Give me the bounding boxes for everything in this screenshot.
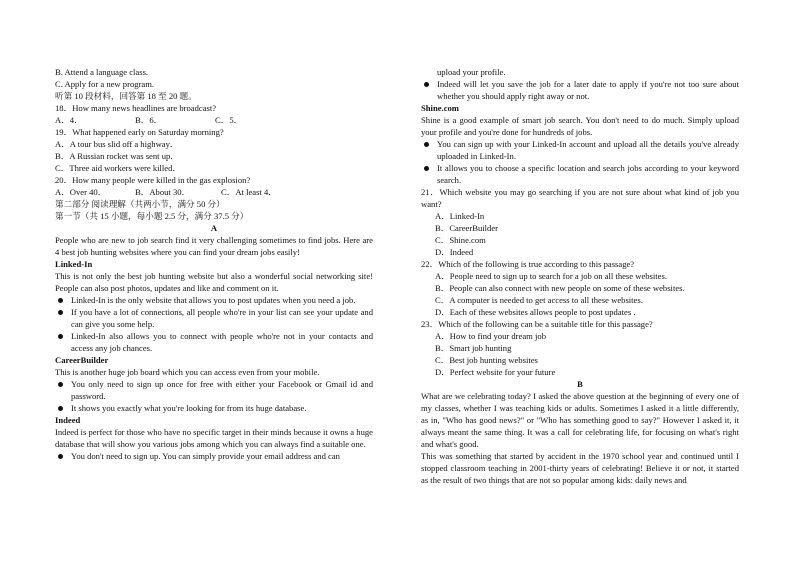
linkedin-desc: This is not only the best job hunting website but also a wonderful social networking site! People can also post photos, updates and like and comment on it.: [55, 271, 373, 293]
q22-option-c: C．A computer is needed to get access to all these websites.: [435, 295, 643, 305]
shine-bullet-2: It allows you to choose a specific location and search jobs according to your keyword search.: [421, 162, 739, 186]
q20-options: [55, 186, 373, 198]
q17-option-b: B. Attend a language class.: [55, 67, 149, 77]
q18-option-a: A．4．: [55, 115, 83, 125]
instruction-q18-20: 听第 10 段材料，回答第 18 至 20 题。: [55, 91, 197, 101]
q23-option-c: C．Best job hunting websites: [435, 355, 538, 365]
passage-b-paragraph-1: What are we celebrating today? I asked the above question at the beginning of every one of my classes, whether I was teaching kids or adults. Sometimes I asked it a little differently, as in, "Who has good news?" or "Who has something good to say?" However I asked it, it always meant the same thing. It was a call for celebrating life, for focusing on what's right and what's good.: [421, 391, 739, 449]
q23-option-b: B．Smart job hunting: [435, 343, 512, 353]
indeed-bullet-1-continued: upload your profile.: [437, 67, 506, 77]
indeed-bullet-1: You don't need to sign up. You can simply provide your email address and can: [55, 450, 373, 462]
q22-option-d: D．Each of these websites allows people to post updates .: [435, 307, 636, 317]
q22-option-b: B．People can also connect with new people on some of these websites.: [435, 283, 685, 293]
q19-option-b: B．A Russian rocket was sent up．: [55, 151, 179, 161]
section1-title: 第一节（共 15 小题，每小题 2.5 分，满分 37.5 分）: [55, 211, 249, 221]
linkedin-bullet-1: Linked-In is the only website that allows you to post updates when you need a job.: [55, 294, 373, 306]
shine-bullet-1: You can sign up with your Linked-In account and upload all the details you've already uploaded in Linked-In.: [421, 138, 739, 162]
indeed-desc: Indeed is perfect for those who have no specific target in their minds because it owns a huge database that will show you various jobs among which you can always find a suitable one.: [55, 427, 373, 449]
q23-question: 23．Which of the following can be a suitable title for this passage?: [421, 319, 653, 329]
q22-option-a: A．People need to sign up to search for a job on all these websites.: [435, 271, 667, 281]
q20-option-c: C．At least 4．: [221, 187, 277, 197]
q19-option-c: C．Three aid workers were killed．: [55, 163, 181, 173]
passage-b-paragraph-2: This was something that started by accident in the 1970 school year and continued until I stopped classroom teaching in 2001-thirty years of celebrating! Believe it or not, it started as the result of two things that are not so popular among kids: daily news and: [421, 451, 739, 485]
q21-option-b: B．CareerBuilder: [435, 223, 499, 233]
q21-option-c: C．Shine.com: [435, 235, 486, 245]
careerbuilder-bullet-1: You only need to sign up once for free with either your Facebook or Gmail id and password.: [55, 378, 373, 402]
q21-question: 21．Which website you may go searching if you are not sure about what kind of job you want?: [421, 187, 739, 209]
left-column: [55, 66, 373, 462]
linkedin-bullet-3: Linked-In also allows you to connect with people who're not in your contacts and access any job chances.: [55, 330, 373, 354]
q18-option-b: B．6．: [135, 115, 163, 125]
q18-question: 18．How many news headlines are broadcast?: [55, 103, 217, 113]
q23-option-d: D．Perfect website for your future: [435, 367, 556, 377]
shine-desc: Shine is a good example of smart job search. You don't need to do much. Simply upload your profile and you're done for hundreds of jobs.: [421, 115, 739, 137]
indeed-bullet-2: Indeed will let you save the job for a later date to apply if you're not too sure about whether you should apply right away or not.: [421, 78, 739, 102]
indeed-heading: Indeed: [55, 415, 81, 425]
q18-options: [55, 114, 373, 126]
q17-option-c: C. Apply for a new program.: [55, 79, 155, 89]
careerbuilder-bullet-2: It shows you exactly what you're looking for from its huge database.: [55, 402, 373, 414]
passage-b-label: B: [577, 379, 583, 389]
careerbuilder-heading: CareerBuilder: [55, 355, 109, 365]
part2-title: 第二部分 阅读理解（共两小节，满分 50 分）: [55, 199, 225, 209]
q20-question: 20．How many people were killed in the gas explosion?: [55, 175, 251, 185]
linkedin-heading: Linked-In: [55, 259, 93, 269]
right-column: [421, 66, 739, 486]
q21-option-d: D．Indeed: [435, 247, 474, 257]
q19-option-a: A．A tour bus slid off a highway．: [55, 139, 179, 149]
linkedin-bullet-2: If you have a lot of connections, all people who're in your list can see your update and can give you some help.: [55, 306, 373, 330]
q21-option-a: A．Linked-In: [435, 211, 485, 221]
q19-question: 19．What happened early on Saturday morning?: [55, 127, 224, 137]
careerbuilder-desc: This is another huge job board which you can access even from your mobile.: [55, 367, 320, 377]
q18-option-c: C．5．: [215, 115, 243, 125]
shine-heading: Shine.com: [421, 103, 459, 113]
q20-option-b: B．About 30．: [135, 187, 191, 197]
passage-a-intro: People who are new to job search find it very challenging sometimes to find jobs. Here are 4 best job hunting websites where you can find your dream jobs easily!: [55, 235, 373, 257]
passage-a-label: A: [210, 223, 218, 233]
q20-option-a: A．Over 40．: [55, 187, 107, 197]
q22-question: 22．Which of the following is true according to this passage?: [421, 259, 635, 269]
q23-option-a: A．How to find your dream job: [435, 331, 546, 341]
